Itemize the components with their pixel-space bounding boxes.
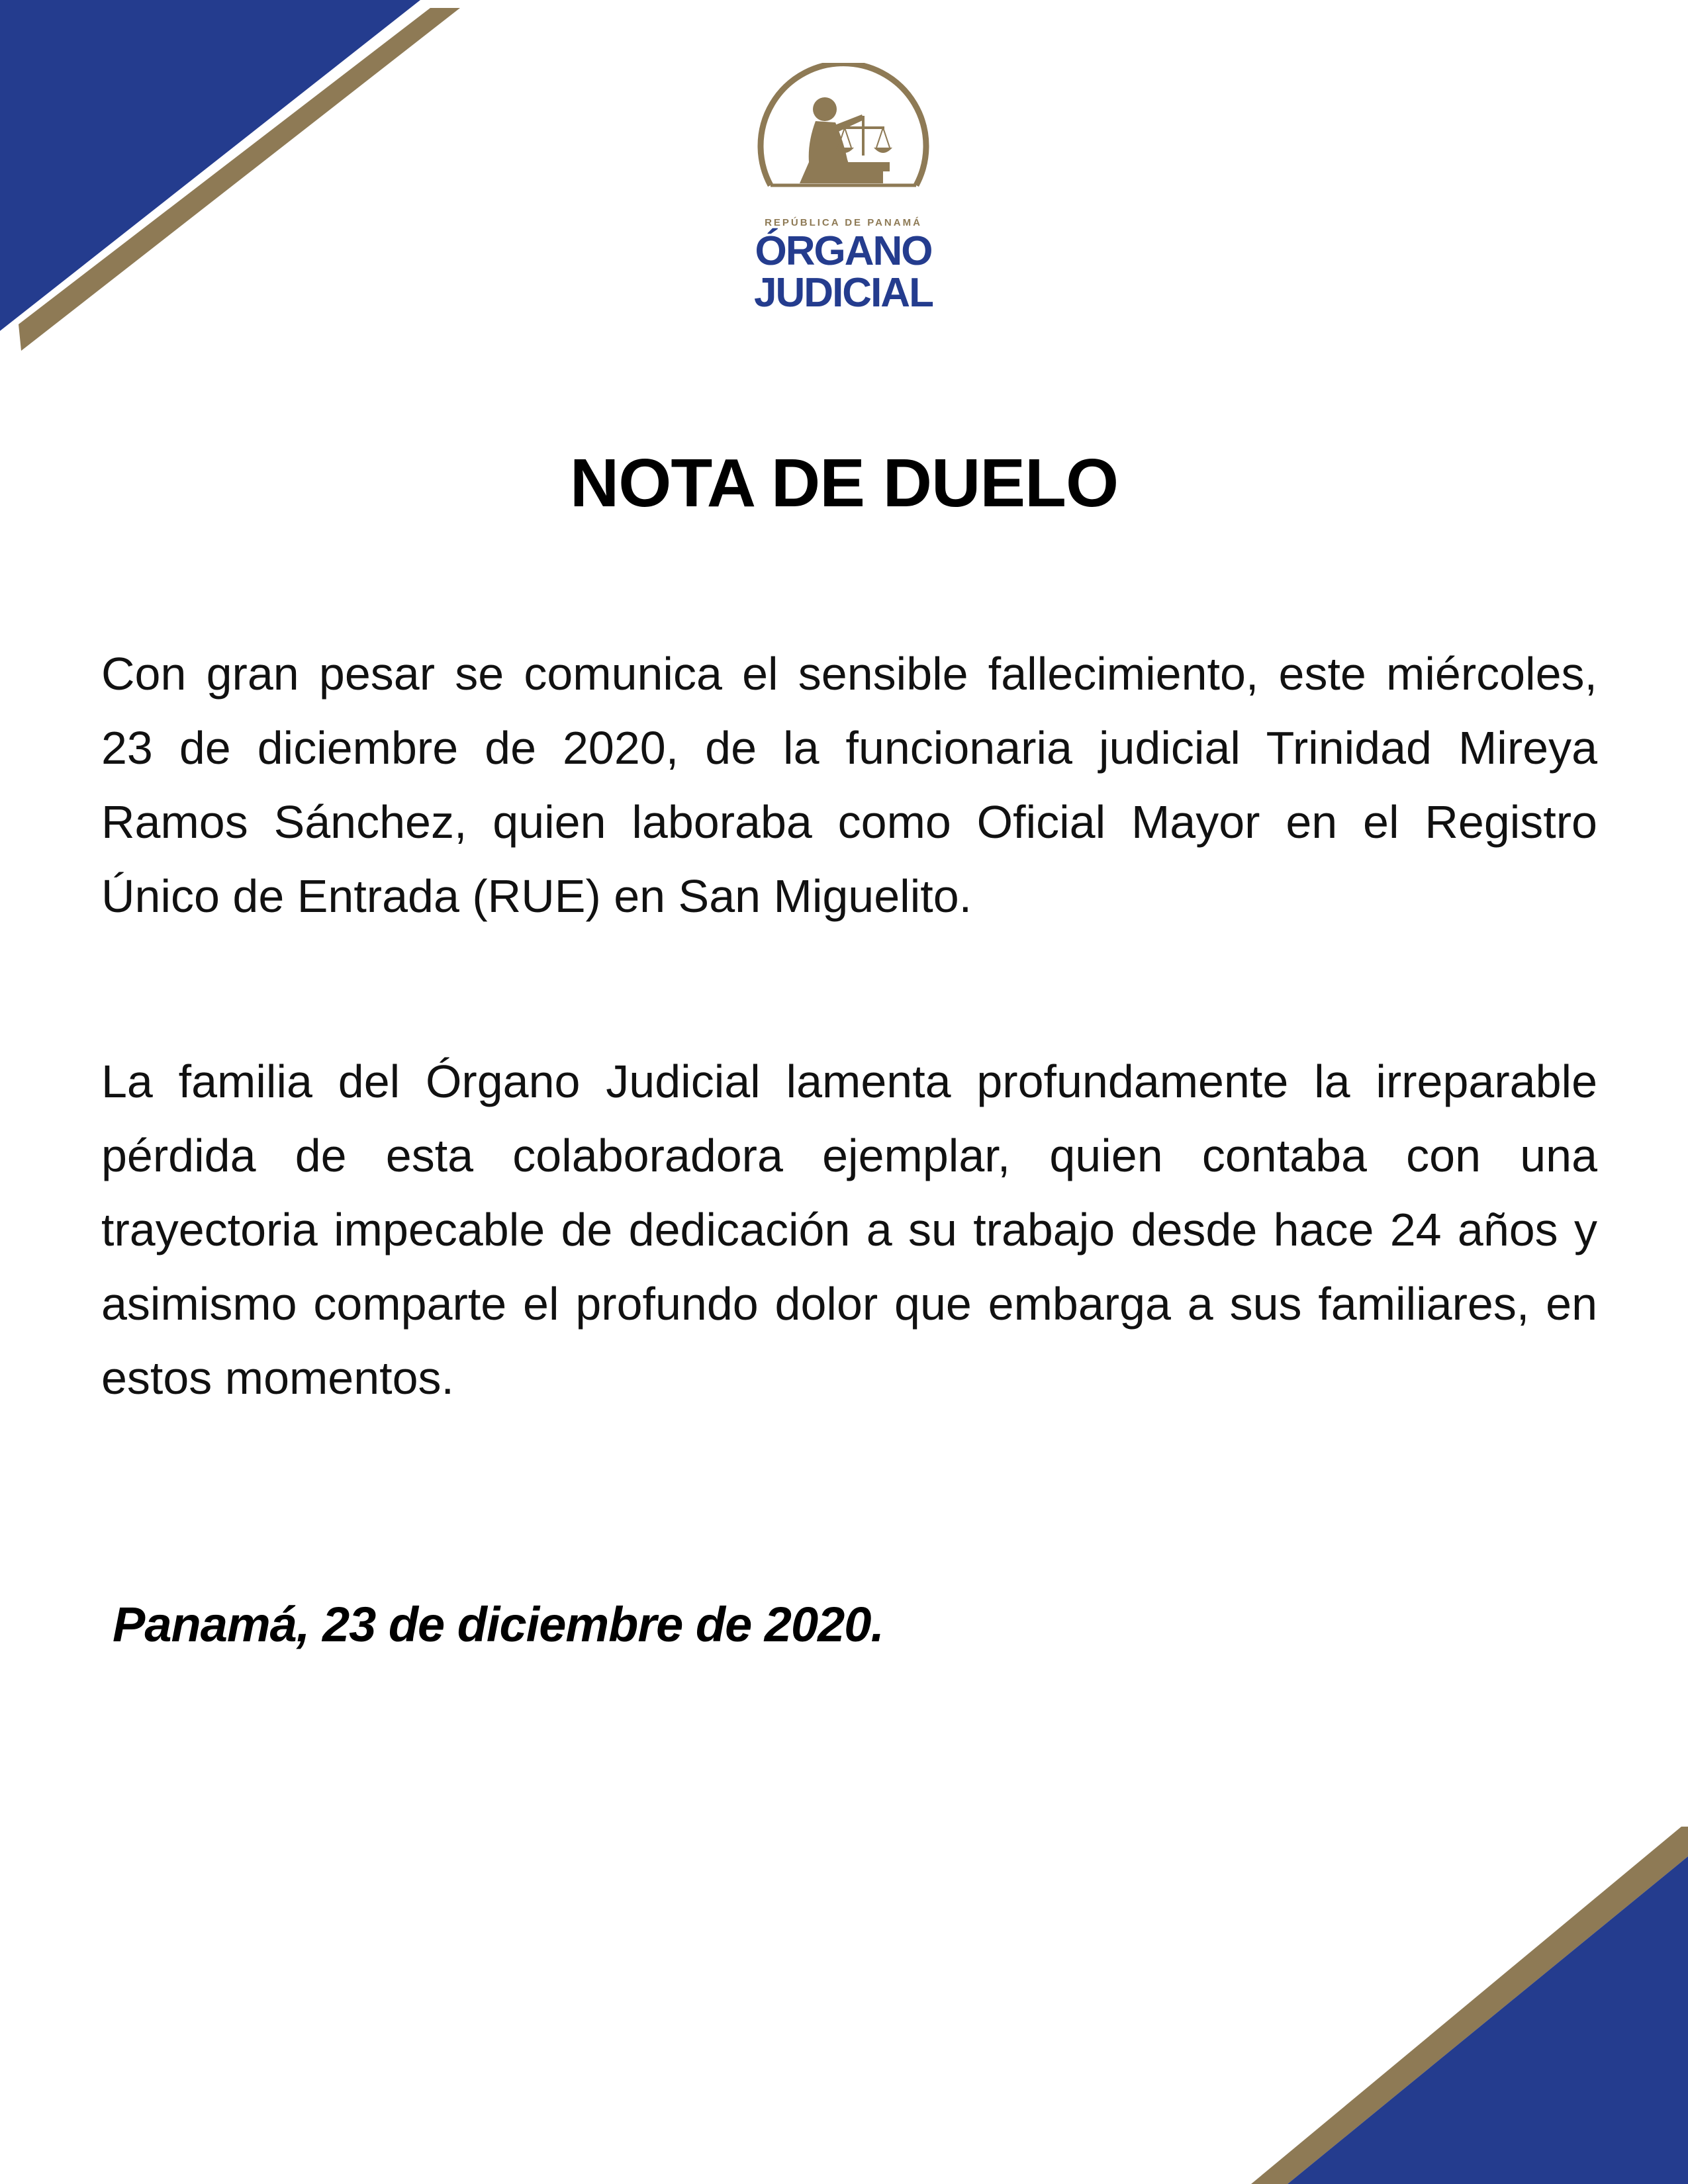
logo-line-judicial: JUDICIAL (754, 270, 933, 314)
lady-justice-scales-icon (761, 64, 926, 185)
date-signoff: Panamá, 23 de diciembre de 2020. (113, 1597, 884, 1652)
logo-country-text: REPÚBLICA DE PANAMÁ (765, 217, 922, 228)
bottom-right-navy-triangle (1288, 1856, 1688, 2184)
organo-judicial-logo (744, 63, 943, 314)
top-left-corner-decoration (0, 0, 463, 357)
logo-line-organo: ÓRGANO (755, 228, 932, 274)
bottom-right-corner-decoration (1251, 1827, 1688, 2184)
body-paragraph-2: La familia del Órgano Judicial lamenta profundamente la irreparable pérdida de esta colaboradora ejemplar, quien contaba con una trayectoria impecable de dedicación a su trabajo desde hace 24 años y asimismo comparte el profundo dolor que embarga a sus familiares, en estos momentos. (101, 1056, 1597, 1404)
page-title: NOTA DE DUELO (569, 445, 1119, 521)
body-paragraph-1: Con gran pesar se comunica el sensible fallecimiento, este miércoles, 23 de diciembre de 2020, de la funcionaria judicial Trinidad Mireya Ramos Sánchez, quien laboraba como Oficial Mayor en el Registro Único de Entrada (RUE) en San Miguelito. (101, 648, 1597, 922)
top-left-navy-triangle (0, 0, 420, 331)
